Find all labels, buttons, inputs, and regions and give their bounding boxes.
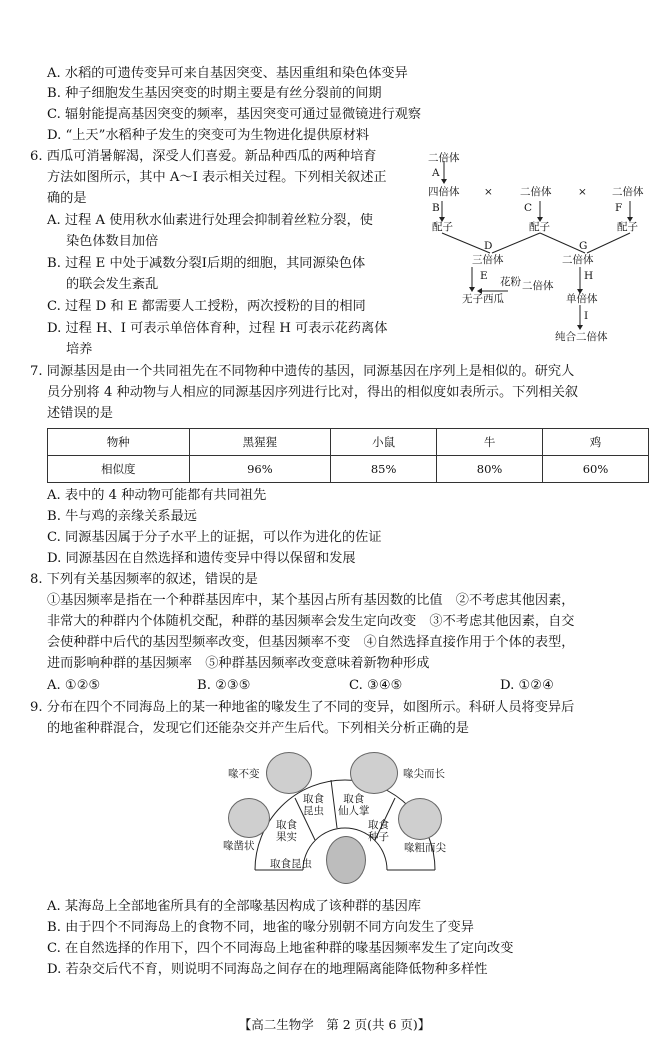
q6-times-2: × bbox=[578, 186, 587, 198]
q6-option-d-line-1: D. 过程 H、I 可表示单倍体育种，过程 H 可表示花药离体 bbox=[47, 321, 388, 336]
q6-times-1: × bbox=[484, 186, 493, 198]
table-header-row bbox=[48, 429, 649, 456]
q7-similarity-table bbox=[47, 428, 649, 483]
q9-option-a: A. 某海岛上全部地雀所具有的全部喙基因构成了该种群的基因库 bbox=[47, 899, 421, 914]
q7-option-c: C. 同源基因属于分子水平上的证据，可以作为进化的佐证 bbox=[47, 530, 382, 545]
finch-full-body-icon bbox=[326, 836, 366, 884]
q6-breeding-diagram-lines bbox=[420, 145, 660, 345]
q6-pollen-label: 花粉 bbox=[500, 276, 521, 288]
q9-food-insects-bottom: 取食昆虫 bbox=[270, 858, 312, 870]
q6-option-b-line-1: B. 过程 E 中处于减数分裂Ⅰ后期的细胞，其同源染色体 bbox=[47, 256, 366, 271]
q6-stem-line-1: 6. 西瓜可消暑解渴，深受人们喜爱。新品种西瓜的两种培育 bbox=[30, 149, 377, 164]
table-cell: 85% bbox=[331, 456, 437, 483]
q9-food-insects-top-line-2: 昆虫 bbox=[303, 805, 324, 817]
finch-head-icon bbox=[266, 752, 312, 794]
q9-stem-line-2: 的地雀种群混合，发现它们还能杂交并产生后代。下列相关分析正确的是 bbox=[47, 721, 469, 736]
table-cell: 黑猩猩 bbox=[189, 429, 331, 456]
q6-label-b: B bbox=[432, 202, 440, 214]
q8-option-a: A. ①②⑤ bbox=[47, 678, 101, 693]
q6-node-gamete-2: 配子 bbox=[529, 221, 550, 233]
q6-stem-line-2: 方法如图所示，其中 A～I 表示相关过程。下列相关叙述正 bbox=[47, 170, 387, 185]
q6-option-b-line-2: 的联会发生紊乱 bbox=[66, 277, 159, 292]
table-cell: 物种 bbox=[48, 429, 190, 456]
q6-stem-line-3: 确的是 bbox=[47, 191, 87, 206]
q8-body-line-3: 会使种群中后代的基因型频率改变，但基因频率不变 ④自然选择直接作用于个体的表型， bbox=[47, 635, 575, 650]
q7-option-d: D. 同源基因在自然选择和遗传变异中得以保留和发展 bbox=[47, 551, 356, 566]
q9-food-seeds-line-2: 种子 bbox=[368, 831, 389, 843]
q6-option-a-line-1: A. 过程 A 使用秋水仙素进行处理会抑制着丝粒分裂，使 bbox=[47, 213, 373, 228]
q6-label-f: F bbox=[615, 202, 623, 214]
q9-option-b: B. 由于四个不同海岛上的食物不同，地雀的喙分别朝不同方向发生了变异 bbox=[47, 920, 474, 935]
q5-option-a: A. 水稻的可遗传变异可来自基因突变、基因重组和染色体变异 bbox=[47, 66, 408, 81]
q7-stem-line-2: 员分别将 4 种动物与人相应的同源基因序列进行比对，得出的相似度如表所示。下列相关叙 bbox=[47, 385, 579, 400]
q8-option-c: C. ③④⑤ bbox=[349, 678, 403, 693]
q8-stem: 8. 下列有关基因频率的叙述，错误的是 bbox=[30, 572, 258, 587]
finch-head-icon bbox=[398, 798, 442, 840]
table-row bbox=[48, 456, 649, 483]
q5-option-c: C. 辐射能提高基因突变的频率，基因突变可通过显微镜进行观察 bbox=[47, 107, 422, 122]
q9-beak-sharp-long-label: 喙尖而长 bbox=[403, 768, 445, 780]
q6-label-i: I bbox=[584, 310, 589, 322]
q9-food-insects-top bbox=[303, 793, 324, 817]
q9-food-cactus-line-1: 取食 bbox=[343, 793, 365, 805]
q9-food-cactus bbox=[338, 793, 370, 817]
q7-stem-line-1: 7. 同源基因是由一个共同祖先在不同物种中遗传的基因，同源基因在序列上是相似的。研究人 bbox=[30, 364, 575, 379]
q6-label-h: H bbox=[584, 270, 594, 282]
table-cell: 60% bbox=[543, 456, 649, 483]
q6-node-pure-diploid: 纯合二倍体 bbox=[555, 331, 608, 343]
q9-food-fruit-line-2: 果实 bbox=[276, 831, 297, 843]
q6-option-c: C. 过程 D 和 E 都需要人工授粉，两次授粉的目的相同 bbox=[47, 299, 366, 314]
q7-option-b: B. 牛与鸡的亲缘关系最远 bbox=[47, 509, 197, 524]
table-cell: 80% bbox=[437, 456, 543, 483]
q6-node-haploid: 单倍体 bbox=[566, 293, 598, 305]
q9-option-c: C. 在自然选择的作用下，四个不同海岛上地雀种群的喙基因频率发生了定向改变 bbox=[47, 941, 514, 956]
q6-label-d: D bbox=[484, 240, 493, 252]
q6-node-gamete-1: 配子 bbox=[432, 221, 453, 233]
q6-node-diploid-2: 二倍体 bbox=[520, 186, 552, 198]
finch-head-icon bbox=[350, 752, 398, 794]
page-footer: 【高二生物学 第 2 页(共 6 页)】 bbox=[238, 1017, 431, 1032]
q9-food-fruit bbox=[276, 819, 297, 843]
q6-option-d-line-2: 培养 bbox=[66, 342, 93, 357]
table-cell: 牛 bbox=[437, 429, 543, 456]
q9-beak-chisel-label: 喙凿状 bbox=[223, 840, 255, 852]
q6-label-a: A bbox=[432, 167, 440, 179]
q6-node-diploid-5: 二倍体 bbox=[522, 280, 554, 292]
q8-body-line-2: 非常大的种群内个体随机交配，种群的基因频率会发生定向改变 ③不考虑其他因素，自交 bbox=[47, 614, 575, 629]
table-cell: 小鼠 bbox=[331, 429, 437, 456]
q8-body-line-4: 进而影响种群的基因频率 ⑤种群基因频率改变意味着新物种形成 bbox=[47, 656, 430, 671]
table-cell: 96% bbox=[189, 456, 331, 483]
q5-option-d: D. “上天”水稻种子发生的突变可为生物进化提供原材料 bbox=[47, 128, 370, 143]
q7-option-a: A. 表中的 4 种动物可能都有共同祖先 bbox=[47, 488, 267, 503]
q8-option-b: B. ②③⑤ bbox=[197, 678, 251, 693]
q9-food-cactus-line-2: 仙人掌 bbox=[338, 805, 370, 817]
q6-node-diploid-1: 二倍体 bbox=[428, 152, 460, 164]
table-cell: 相似度 bbox=[48, 456, 190, 483]
q5-option-b: B. 种子细胞发生基因突变的时期主要是有丝分裂前的间期 bbox=[47, 86, 382, 101]
q6-label-c: C bbox=[524, 202, 533, 214]
q6-node-diploid-3: 二倍体 bbox=[612, 186, 644, 198]
q7-stem-line-3: 述错误的是 bbox=[47, 406, 113, 421]
q9-stem-line-1: 9. 分布在四个不同海岛上的某一种地雀的喙发生了不同的变异，如图所示。科研人员将变异后 bbox=[30, 700, 575, 715]
q9-beak-unchanged-label: 喙不变 bbox=[228, 768, 260, 780]
q9-food-insects-top-line-1: 取食 bbox=[303, 793, 324, 805]
finch-head-icon bbox=[228, 798, 270, 838]
q6-label-e: E bbox=[480, 270, 488, 282]
q6-node-diploid-4: 二倍体 bbox=[562, 254, 594, 266]
q9-food-seeds-line-1: 取食 bbox=[368, 819, 389, 831]
q9-option-d: D. 若杂交后代不育，则说明不同海岛之间存在的地理隔离能降低物种多样性 bbox=[47, 962, 488, 977]
q9-beak-thick-sharp-label: 喙粗而尖 bbox=[404, 842, 446, 854]
q6-node-triploid: 三倍体 bbox=[472, 254, 504, 266]
q6-option-a-line-2: 染色体数目加倍 bbox=[66, 234, 159, 249]
q9-food-fruit-line-1: 取食 bbox=[276, 819, 297, 831]
q6-node-tetraploid: 四倍体 bbox=[428, 186, 460, 198]
table-cell: 鸡 bbox=[543, 429, 649, 456]
q9-food-seeds bbox=[368, 819, 389, 843]
q8-body-line-1: ①基因频率是指在一个种群基因库中，某个基因占所有基因数的比值 ②不考虑其他因素， bbox=[47, 593, 575, 608]
q8-option-d: D. ①②④ bbox=[500, 678, 554, 693]
q6-node-seedless-watermelon: 无子西瓜 bbox=[462, 293, 504, 305]
q6-label-g: G bbox=[579, 240, 588, 252]
q6-node-gamete-3: 配子 bbox=[617, 221, 638, 233]
